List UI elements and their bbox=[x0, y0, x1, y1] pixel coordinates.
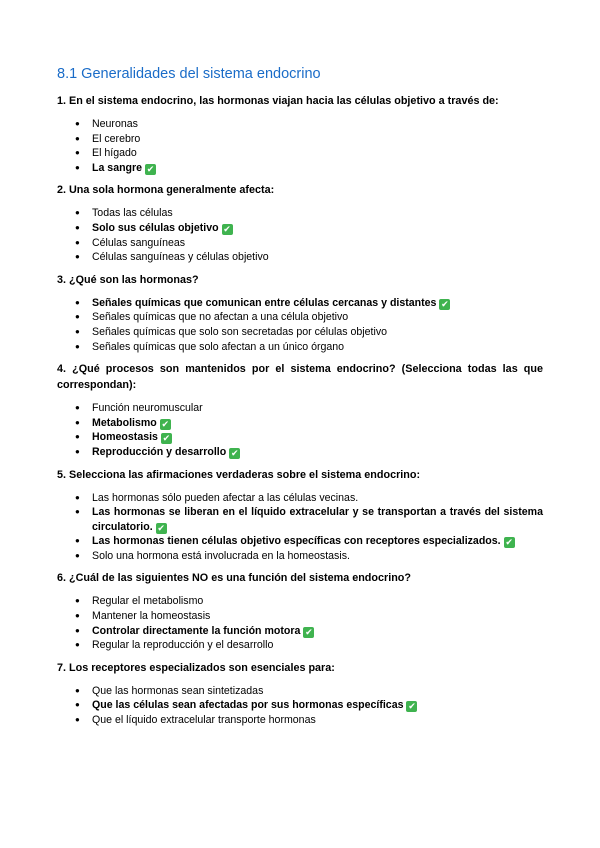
list-item bbox=[57, 491, 543, 506]
list-item bbox=[57, 549, 543, 564]
options-list bbox=[57, 206, 543, 264]
document-page bbox=[57, 66, 543, 735]
option-text: Metabolismo bbox=[92, 416, 157, 429]
check-mark-icon: ✔ bbox=[505, 537, 513, 548]
option-text: Solo una hormona está involucrada en la homeostasis. bbox=[92, 549, 350, 562]
option-text: Regular el metabolismo bbox=[92, 595, 204, 608]
list-item bbox=[57, 401, 543, 416]
option-text: Todas las células bbox=[92, 207, 173, 220]
options-list bbox=[57, 594, 543, 652]
list-item bbox=[57, 340, 543, 355]
question-text: 6. ¿Cuál de las siguientes NO es una función del sistema endocrino? bbox=[57, 572, 411, 585]
list-item bbox=[57, 505, 543, 534]
option-text: Que las hormonas sean sintetizadas bbox=[92, 684, 264, 697]
list-item bbox=[57, 638, 543, 653]
option-text: Solo sus células objetivo bbox=[92, 221, 219, 234]
check-mark-icon: ✔ bbox=[230, 447, 239, 458]
section-title: 8.1 Generalidades del sistema endocrino bbox=[57, 66, 321, 82]
question-text: 3. ¿Qué son las hormonas? bbox=[57, 273, 199, 286]
list-item bbox=[57, 534, 543, 549]
check-mark-icon: ✔ bbox=[223, 223, 231, 234]
list-item bbox=[57, 206, 543, 221]
question-text: 5. Selecciona las afirmaciones verdaderas sobre el sistema endocrino: bbox=[57, 468, 421, 481]
option-text: El cerebro bbox=[92, 132, 141, 145]
list-item bbox=[57, 416, 543, 431]
list-item bbox=[57, 310, 543, 325]
option-text: Células sanguíneas y células objetivo bbox=[92, 251, 269, 264]
option-text: Que las células sean afectadas por sus hormonas específicas bbox=[92, 699, 404, 712]
check-mark-icon: ✔ bbox=[157, 522, 165, 533]
check-mark-icon: ✔ bbox=[161, 418, 170, 429]
list-item bbox=[57, 684, 543, 699]
list-item bbox=[57, 161, 543, 176]
check-mark-icon: ✔ bbox=[146, 163, 155, 174]
check-mark-icon: ✔ bbox=[162, 433, 171, 444]
list-item bbox=[57, 624, 543, 639]
question-text: 4. ¿Qué procesos son mantenidos por el sistema endocrino? (Selecciona todas las que correspondan): bbox=[57, 363, 543, 392]
quiz-container bbox=[57, 93, 543, 728]
option-text: Mantener la homeostasis bbox=[92, 610, 211, 623]
option-text: Que el líquido extracelular transporte hormonas bbox=[92, 714, 316, 727]
question-text: 1. En el sistema endocrino, las hormonas viajan hacia las células objetivo a través de: bbox=[57, 95, 499, 107]
option-text: El hígado bbox=[92, 147, 137, 160]
list-item bbox=[57, 146, 543, 161]
list-item bbox=[57, 250, 543, 265]
option-text: Señales químicas que comunican entre células cercanas y distantes bbox=[92, 296, 437, 309]
list-item bbox=[57, 236, 543, 251]
options-list bbox=[57, 401, 543, 459]
option-text: Las hormonas sólo pueden afectar a las células vecinas. bbox=[92, 491, 359, 504]
list-item bbox=[57, 296, 543, 311]
check-mark-icon: ✔ bbox=[408, 701, 416, 712]
options-list bbox=[57, 684, 543, 728]
question-text: 2. Una sola hormona generalmente afecta: bbox=[57, 184, 275, 197]
list-item bbox=[57, 594, 543, 609]
list-item bbox=[57, 713, 543, 728]
question-text: 7. Los receptores especializados son esenciales para: bbox=[57, 661, 335, 674]
option-text: Señales químicas que solo afectan a un único órgano bbox=[92, 340, 345, 353]
options-list bbox=[57, 296, 543, 354]
list-item bbox=[57, 445, 543, 460]
list-item bbox=[57, 132, 543, 147]
list-item bbox=[57, 609, 543, 624]
option-text: Células sanguíneas bbox=[92, 236, 186, 249]
option-text: Regular la reproducción y el desarrollo bbox=[92, 639, 274, 652]
check-mark-icon: ✔ bbox=[441, 298, 449, 309]
check-mark-icon: ✔ bbox=[305, 626, 313, 637]
option-text: Las hormonas se liberan en el líquido extracelular y se transportan a través del sistema circulatorio. bbox=[92, 506, 543, 533]
list-item bbox=[57, 430, 543, 445]
option-text: Señales químicas que solo son secretadas por células objetivo bbox=[92, 325, 388, 338]
option-text: Función neuromuscular bbox=[92, 402, 203, 415]
option-text: Controlar directamente la función motora bbox=[92, 624, 301, 637]
list-item bbox=[57, 117, 543, 132]
option-text: Señales químicas que no afectan a una célula objetivo bbox=[92, 311, 349, 324]
option-text: Las hormonas tienen células objetivo específicas con receptores especializados. bbox=[92, 535, 501, 548]
option-text: La sangre bbox=[92, 161, 143, 174]
list-item bbox=[57, 698, 543, 713]
options-list bbox=[57, 491, 543, 564]
option-text: Neuronas bbox=[92, 118, 138, 130]
options-list bbox=[57, 117, 543, 175]
list-item bbox=[57, 221, 543, 236]
option-text: Homeostasis bbox=[92, 431, 158, 444]
list-item bbox=[57, 325, 543, 340]
option-text: Reproducción y desarrollo bbox=[92, 445, 227, 458]
